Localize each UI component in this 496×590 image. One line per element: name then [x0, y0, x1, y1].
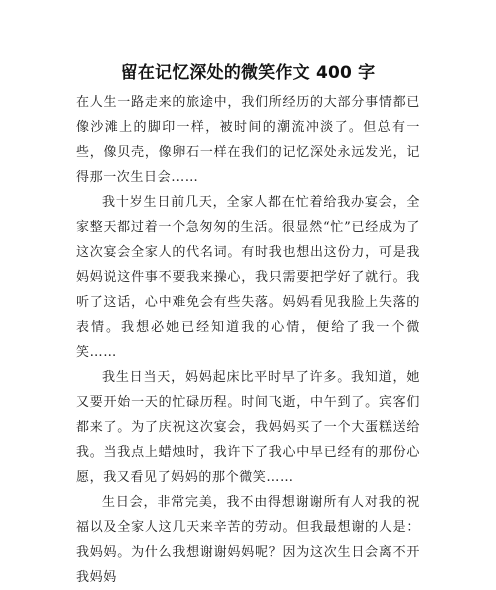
document-title: 留在记忆深处的微笑作文 400 字 [120, 63, 376, 83]
paragraph-before-birthday: 我十岁生日前几天，全家人都在忙着给我办宴会，全家整天都过着一个急匆匆的生活。很显然“忙”已经成为了这次宴会全家人的代名词。有时我也想出这份力，可是我妈妈说这件事不要我来操心，我只需要把学好了就行。我听了这话，心中难免会有些失落。妈妈看见我脸上失落的表情。我想必她已经知道我的心情，便给了我一个微笑…… [76, 195, 420, 360]
document-body [76, 90, 420, 590]
paragraph-intro: 在人生一路走来的旅途中，我们所经历的大部分事情都已像沙滩上的脚印一样，被时间的潮流冲淡了。但总有一些，像贝壳，像卵石一样在我们的记忆深处永远发光，记得那一次生日会…… [76, 95, 420, 185]
paragraph-birthday-day: 我生日当天，妈妈起床比平时早了许多。我知道，她又要开始一天的忙碌历程。时间飞逝，中午到了。宾客们都来了。为了庆祝这次宴会，我妈妈买了一个大蛋糕送给我。当我点上蜡烛时，我许下了我心中早已经有的那份心愿，我又看见了妈妈的那个微笑…… [76, 370, 420, 485]
paragraph-gratitude: 生日会，非常完美，我不由得想谢谢所有人对我的祝福以及全家人这几天来辛苦的劳动。但我最想谢的人是：我妈妈。为什么我想谢谢妈妈呢？因为这次生日会离不开我妈妈 [76, 495, 420, 585]
